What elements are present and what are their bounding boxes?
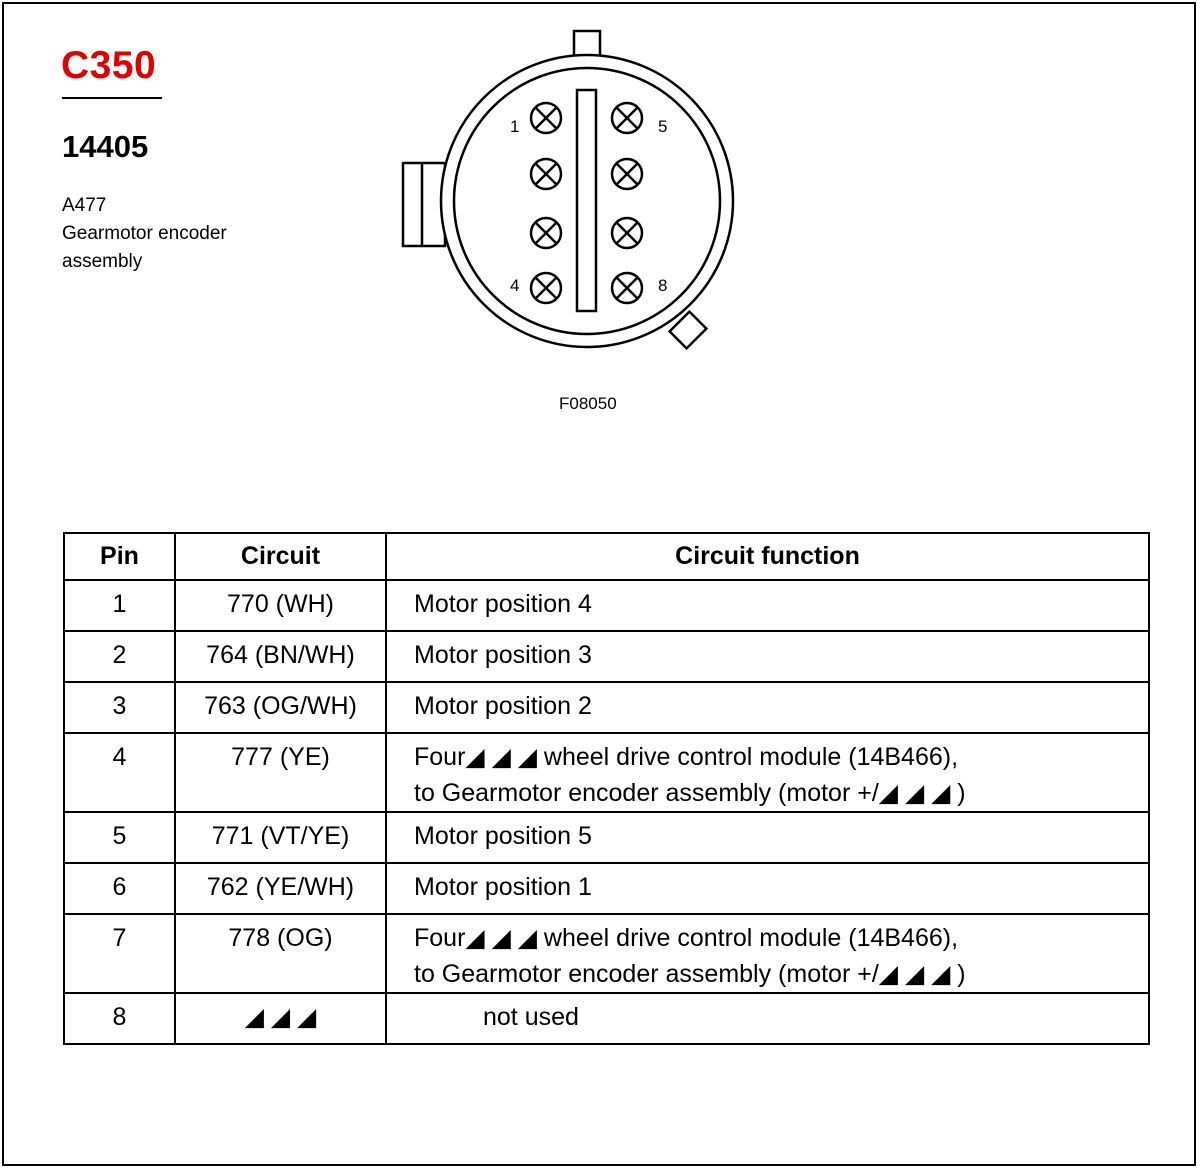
table-header-row: [64, 533, 1149, 580]
function-cell: [386, 580, 1149, 631]
function-line: Motor position 1: [414, 873, 592, 901]
pin-cell: 2: [64, 631, 175, 682]
function-line: Motor position 5: [414, 822, 592, 850]
function-line: Motor position 4: [414, 590, 592, 618]
pin-terminal: [612, 273, 642, 303]
circuit-cell: 764 (BN/WH): [175, 631, 386, 682]
table-row: [64, 993, 1149, 1044]
center-key-slot: [577, 90, 596, 311]
function-cell: [386, 733, 1149, 812]
pin-terminal: [612, 103, 642, 133]
header-circuit: Circuit: [175, 533, 386, 580]
function-cell: [386, 914, 1149, 993]
function-line: Motor position 3: [414, 641, 592, 669]
table-row: [64, 631, 1149, 682]
side-latch-outer: [403, 163, 445, 246]
component-code: A477: [62, 195, 107, 216]
circuit-cell: 770 (WH): [175, 580, 386, 631]
connector-face-diagram: [390, 24, 750, 364]
figure-id: F08050: [559, 394, 617, 413]
table-row: [64, 733, 1149, 812]
pin-terminal: [531, 159, 561, 189]
pin-terminal: [531, 103, 561, 133]
title-underline: [62, 97, 162, 99]
header-circuit-function: Circuit function: [386, 533, 1149, 580]
function-line: Four◢ ◢ ◢ wheel drive control module (14B466),: [414, 924, 959, 952]
table-row: [64, 914, 1149, 993]
circuit-cell: 763 (OG/WH): [175, 682, 386, 733]
function-line: Motor position 2: [414, 692, 592, 720]
pin-cell: 5: [64, 812, 175, 863]
header-pin: Pin: [64, 533, 175, 580]
pin-cell: 6: [64, 863, 175, 914]
pin-label-5: 5: [658, 117, 668, 136]
pin-label-4: 4: [510, 276, 520, 295]
circuit-cell: 778 (OG): [175, 914, 386, 993]
function-line: to Gearmotor encoder assembly (motor +/◢ ◢ ◢ ): [414, 960, 966, 988]
pin-label-1: 1: [510, 117, 520, 136]
function-line: Four◢ ◢ ◢ wheel drive control module (14B466),: [414, 743, 959, 771]
connector-id: C350: [61, 44, 157, 87]
pinout-table: [63, 532, 1150, 1045]
pin-cell: 1: [64, 580, 175, 631]
table-row: [64, 863, 1149, 914]
function-line: not used: [483, 1003, 579, 1031]
pin-cell: 3: [64, 682, 175, 733]
pin-terminal: [612, 218, 642, 248]
pin-cell: 7: [64, 914, 175, 993]
pin-cell: 4: [64, 733, 175, 812]
pin-terminal: [612, 159, 642, 189]
component-name: Gearmotor encoder assembly: [62, 223, 227, 272]
function-line: to Gearmotor encoder assembly (motor +/◢ ◢ ◢ ): [414, 779, 966, 807]
table-row: [64, 580, 1149, 631]
part-number: 14405: [62, 129, 149, 164]
circuit-cell: 762 (YE/WH): [175, 863, 386, 914]
function-cell: [386, 812, 1149, 863]
pin-terminal: [531, 218, 561, 248]
circuit-cell: 771 (VT/YE): [175, 812, 386, 863]
function-cell: [386, 682, 1149, 733]
pin-terminal: [531, 273, 561, 303]
table-row: [64, 812, 1149, 863]
function-cell: [386, 631, 1149, 682]
function-cell: [386, 993, 1149, 1044]
circuit-cell: 777 (YE): [175, 733, 386, 812]
pin-label-8: 8: [658, 276, 668, 295]
circuit-cell: ◢ ◢ ◢: [175, 993, 386, 1044]
function-cell: [386, 863, 1149, 914]
pin-cell: 8: [64, 993, 175, 1044]
table-row: [64, 682, 1149, 733]
